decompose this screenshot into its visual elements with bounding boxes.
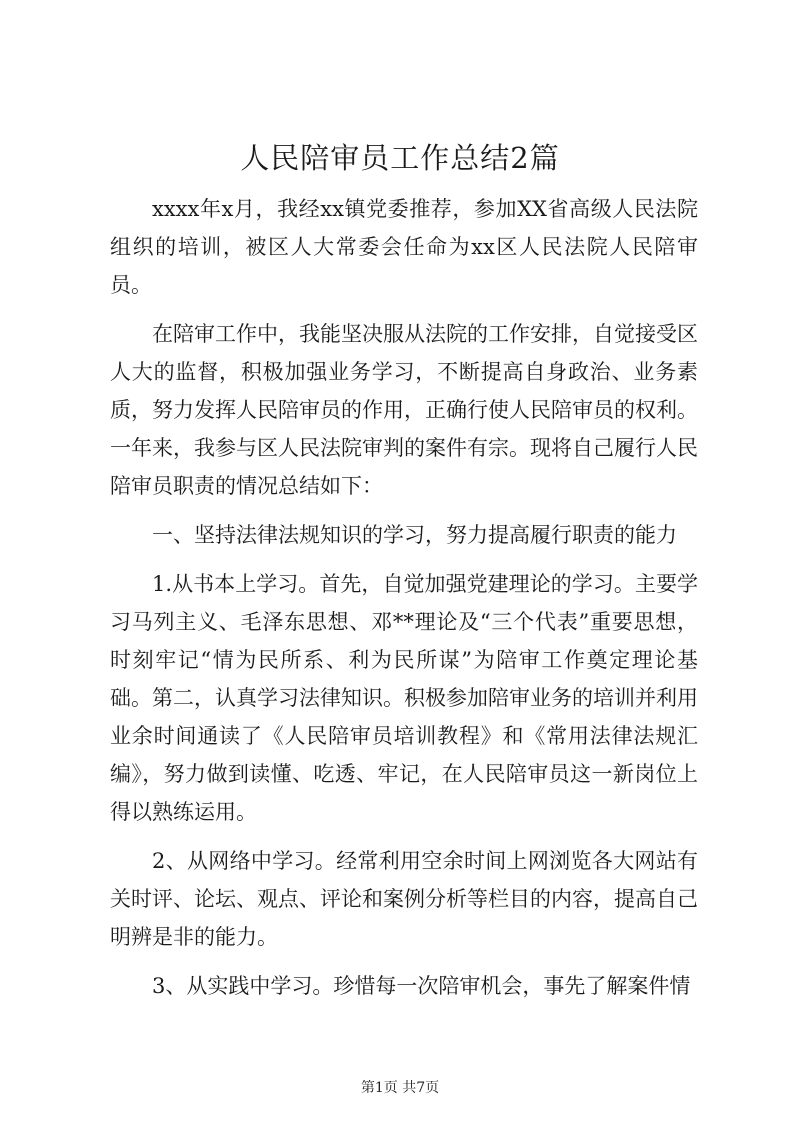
- paragraph-practice-study: 3、从实践中学习。珍惜每一次陪审机会，事先了解案件情: [152, 974, 691, 998]
- page-number-footer: 第1页 共7页: [360, 1080, 440, 1096]
- paragraph-work-summary: 在陪审工作中，我能坚决服从法院的工作安排，自觉接受区人大的监督，积极加强业务学习，不断提高自身政治、业务素质，努力发挥人民陪审员的作用，正确行使人民陪审员的权利。一年来，我参与区人民法院审判的案件有宗。现将自己履行人民陪审员职责的情况总结如下：: [110, 322, 698, 498]
- paragraph-appointment: xxxx年x月，我经xx镇党委推荐，参加XX省高级人民法院组织的培训，被区人大常委会任命为xx区人民法院人民陪审员。: [110, 197, 698, 297]
- paragraph-book-study: 1.从书本上学习。首先，自觉加强党建理论的学习。主要学习马列主义、毛泽东思想、邓**理论及“三个代表”重要思想，时刻牢记“情为民所系、利为民所谋”为陪审工作奠定理论基础。第二，认真学习法律知识。积极参加陪审业务的培训并利用业余时间通读了《人民陪审员培训教程》和《常用法律法规汇编》，努力做到读懂、吃透、牢记，在人民陪审员这一新岗位上得以熟练运用。: [110, 572, 698, 824]
- document-title: 人民陪审员工作总结2篇: [240, 141, 560, 175]
- paragraph-network-study: 2、从网络中学习。经常利用空余时间上网浏览各大网站有关时评、论坛、观点、评论和案例分析等栏目的内容，提高自己明辨是非的能力。: [110, 849, 698, 949]
- document-body: [110, 190, 698, 1016]
- section-heading-study: 一、坚持法律法规知识的学习，努力提高履行职责的能力: [152, 523, 677, 547]
